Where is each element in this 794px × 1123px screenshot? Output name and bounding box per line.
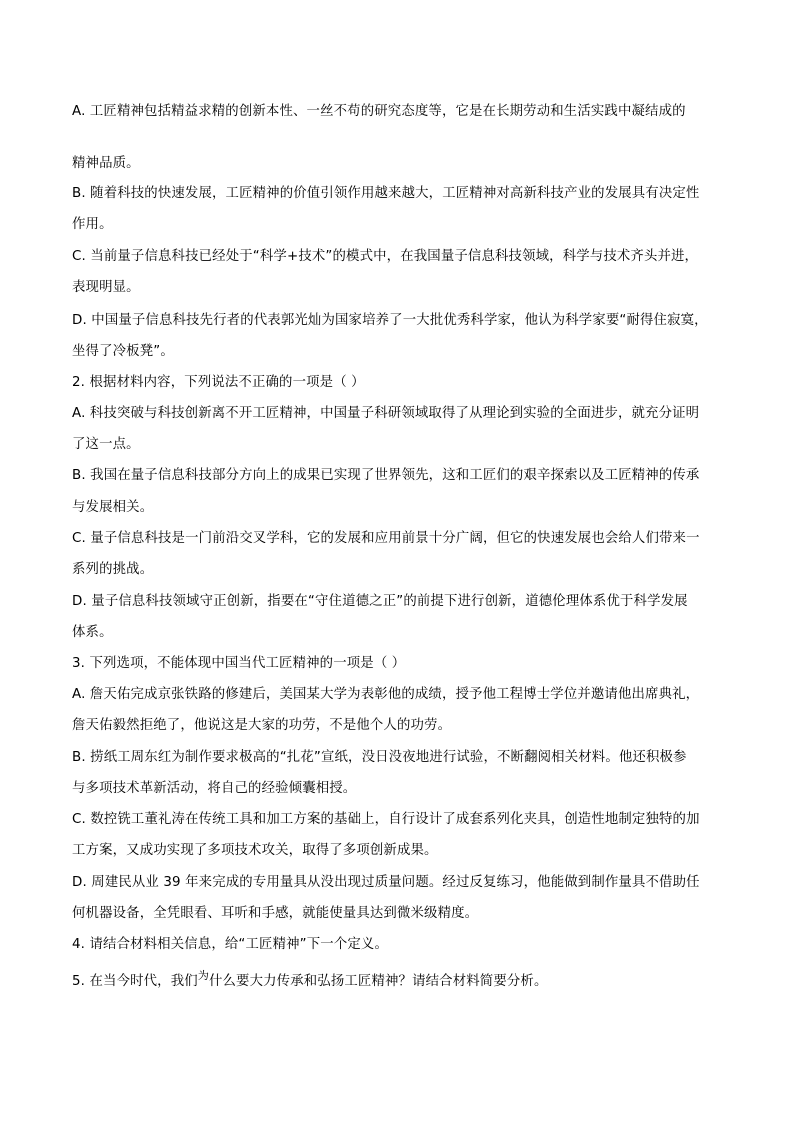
option-3d-line-1: D. 周建民从业 39 年来完成的专用量具从没出现过质量问题。经过反复练习，他能做到制作量具不借助任	[72, 875, 700, 890]
option-1c-line-2: 表现明显。	[72, 280, 140, 295]
option-2c-line-2: 系列的挑战。	[72, 562, 154, 577]
option-3c-line-2: 工方案，又成功实现了多项技术攻关，取得了多项创新成果。	[72, 843, 438, 858]
question-3-stem: 3. 下列选项，不能体现中国当代工匠精神的一项是（ ）	[72, 656, 406, 671]
option-3b-line-1: B. 捞纸工周东红为制作要求极高的“扎花”宣纸，没日没夜地进行试验，不断翻阅相关材料。他还积极参	[72, 750, 687, 765]
option-2a-line-1: A. 科技突破与科技创新离不开工匠精神，中国量子科研领域取得了从理论到实验的全面进步，就充分证明	[72, 406, 700, 421]
option-3a-line-1: A. 詹天佑完成京张铁路的修建后，美国某大学为表彰他的成绩，授予他工程博士学位并邀请他出席典礼，	[72, 687, 700, 702]
option-1b-line-2: 作用。	[72, 217, 113, 232]
option-3b-line-2: 与多项技术革新活动，将自己的经验倾囊相授。	[72, 781, 357, 796]
question-5-part-2: 什么要大力传承和弘扬工匠精神？请结合材料简要分析。	[208, 974, 548, 989]
question-2-stem: 2. 根据材料内容，下列说法不正确的一项是（ ）	[72, 375, 365, 390]
question-5-part-1: 5. 在当今时代，我们	[72, 974, 198, 989]
option-1d-line-2: 坐得了冷板凳”。	[72, 344, 174, 359]
question-5-raised-char: 为	[197, 969, 209, 982]
option-2d-line-1: D. 量子信息科技领域守正创新，指要在“守住道德之正”的前提下进行创新，道德伦理体系优于科学发展	[72, 594, 688, 609]
option-3c-line-1: C. 数控铣工董礼涛在传统工具和加工方案的基础上，自行设计了成套系列化夹具，创造性地制定独特的加	[72, 812, 700, 827]
option-2d-line-2: 体系。	[72, 625, 113, 640]
question-4: 4. 请结合材料相关信息，给“工匠精神”下一个定义。	[72, 937, 389, 952]
option-3d-line-2: 何机器设备，全凭眼看、耳听和手感，就能使量具达到微米级精度。	[72, 906, 479, 921]
question-5	[72, 969, 732, 992]
option-2c-line-1: C. 量子信息科技是一门前沿交叉学科，它的发展和应用前景十分广阔，但它的快速发展也会给人们带来一	[72, 531, 700, 546]
option-1a-line-1: A. 工匠精神包括精益求精的创新本性、一丝不苟的研究态度等，它是在长期劳动和生活实践中凝结成的	[72, 104, 686, 119]
option-1b-line-1: B. 随着科技的快速发展，工匠精神的价值引领作用越来越大，工匠精神对高新科技产业的发展具有决定性	[72, 186, 700, 201]
option-1a-line-2: 精神品质。	[72, 156, 140, 171]
option-2a-line-2: 了这一点。	[72, 437, 140, 452]
option-1d-line-1: D. 中国量子信息科技先行者的代表郭光灿为国家培养了一大批优秀科学家，他认为科学家要“耐得住寂寞，	[72, 313, 708, 328]
option-3a-line-2: 詹天佑毅然拒绝了，他说这是大家的功劳，不是他个人的功劳。	[72, 718, 452, 733]
option-2b-line-2: 与发展相关。	[72, 500, 154, 515]
option-1c-line-1: C. 当前量子信息科技已经处于“科学+技术”的模式中，在我国量子信息科技领域，科学与技术齐头并进，	[72, 249, 699, 264]
option-2b-line-1: B. 我国在量子信息科技部分方向上的成果已实现了世界领先，这和工匠们的艰辛探索以及工匠精神的传承	[72, 468, 700, 483]
